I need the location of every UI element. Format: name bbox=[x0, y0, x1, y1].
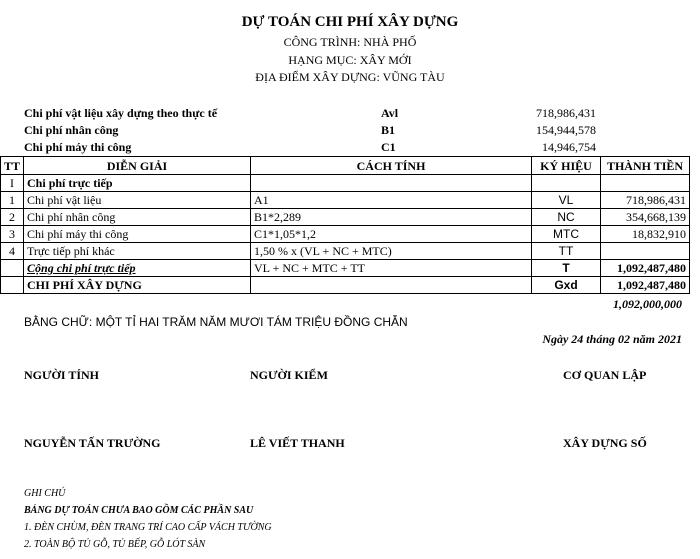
row-tt: 2 bbox=[1, 209, 24, 226]
summary-value-machine: 14,946,754 bbox=[542, 140, 596, 154]
work-item: HẠNG MỤC: XÂY MỚI bbox=[288, 53, 412, 67]
summary-value-materials: 718,986,431 bbox=[536, 106, 596, 120]
total-calculation bbox=[251, 277, 532, 294]
estimate-table bbox=[0, 156, 690, 294]
rounded-total: 1,092,000,000 bbox=[613, 297, 682, 311]
row-description: Chi phí vật liệu bbox=[24, 192, 251, 209]
document-date: Ngày 24 tháng 02 năm 2021 bbox=[542, 332, 682, 346]
table-row bbox=[1, 209, 690, 226]
header-description: DIỄN GIẢI bbox=[24, 157, 251, 175]
row-description: Trực tiếp phí khác bbox=[24, 243, 251, 260]
header-amount: THÀNH TIỀN bbox=[601, 157, 690, 175]
row-description: Chi phí nhân công bbox=[24, 209, 251, 226]
row-tt: 3 bbox=[1, 226, 24, 243]
table-row bbox=[1, 226, 690, 243]
role-checker: NGƯỜI KIỂM bbox=[250, 368, 328, 382]
header-symbol: KÝ HIỆU bbox=[532, 157, 601, 175]
project-name: CÔNG TRÌNH: NHÀ PHỐ bbox=[283, 35, 417, 49]
row-description: Chi phí máy thi công bbox=[24, 226, 251, 243]
row-tt: 4 bbox=[1, 243, 24, 260]
construction-location: ĐỊA ĐIỂM XÂY DỰNG: VŨNG TÀU bbox=[255, 70, 445, 84]
table-section-row bbox=[1, 175, 690, 192]
summary-code-labor: B1 bbox=[381, 123, 396, 137]
table-header-row bbox=[1, 157, 690, 175]
table-subtotal-row bbox=[1, 260, 690, 277]
table-row bbox=[1, 243, 690, 260]
row-calculation: C1*1,05*1,2 bbox=[251, 226, 532, 243]
row-tt: 1 bbox=[1, 192, 24, 209]
subtotal-symbol: T bbox=[532, 260, 601, 277]
row-calculation: B1*2,289 bbox=[251, 209, 532, 226]
row-symbol: TT bbox=[532, 243, 601, 260]
amount-in-words: BẰNG CHỮ: MỘT TỈ HAI TRĂM NĂM MƯƠI TÁM TRIỆU ĐỒNG CHẴN bbox=[24, 315, 408, 329]
header-calculation: CÁCH TÍNH bbox=[251, 157, 532, 175]
total-amount: 1,092,487,480 bbox=[601, 277, 690, 294]
row-calculation: 1,50 % x (VL + NC + MTC) bbox=[251, 243, 532, 260]
subtotal-amount: 1,092,487,480 bbox=[601, 260, 690, 277]
name-checker: LÊ VIẾT THANH bbox=[250, 436, 345, 450]
table-total-row bbox=[1, 277, 690, 294]
row-symbol: MTC bbox=[532, 226, 601, 243]
row-symbol: VL bbox=[532, 192, 601, 209]
summary-label-machine: Chi phí máy thi công bbox=[24, 140, 132, 154]
note-item: 2. TOÀN BỘ TỦ GỖ, TỦ BẾP, GỖ LÓT SÀN bbox=[24, 539, 206, 550]
row-symbol: NC bbox=[532, 209, 601, 226]
subtotal-description: Cộng chi phí trực tiếp bbox=[24, 260, 251, 277]
subtotal-calculation: VL + NC + MTC + TT bbox=[251, 260, 532, 277]
section-tt: I bbox=[1, 175, 24, 192]
header-tt: TT bbox=[1, 157, 24, 175]
row-amount: 18,832,910 bbox=[601, 226, 690, 243]
summary-label-materials: Chi phí vật liệu xây dựng theo thực tế bbox=[24, 106, 218, 120]
table-row bbox=[1, 192, 690, 209]
summary-label-labor: Chi phí nhân công bbox=[24, 123, 119, 137]
summary-code-materials: Avl bbox=[381, 106, 399, 120]
role-organization: CƠ QUAN LẬP bbox=[563, 368, 647, 382]
summary-value-labor: 154,944,578 bbox=[536, 123, 596, 137]
row-calculation: A1 bbox=[251, 192, 532, 209]
notes-label: GHI CHÚ bbox=[24, 488, 66, 499]
name-organization: XÂY DỰNG SỐ bbox=[563, 436, 647, 450]
note-item: 1. ĐÈN CHÙM, ĐÈN TRANG TRÍ CAO CẤP VÁCH TƯỜNG bbox=[24, 522, 272, 533]
row-amount: 354,668,139 bbox=[601, 209, 690, 226]
section-description: Chi phí trực tiếp bbox=[24, 175, 251, 192]
total-description: CHI PHÍ XÂY DỰNG bbox=[24, 277, 251, 294]
document-title: DỰ TOÁN CHI PHÍ XÂY DỰNG bbox=[241, 14, 459, 30]
name-calculator: NGUYỄN TẤN TRƯỜNG bbox=[24, 436, 161, 450]
summary-code-machine: C1 bbox=[381, 140, 396, 154]
notes-heading: BẢNG DỰ TOÁN CHƯA BAO GỒM CÁC PHẦN SAU bbox=[24, 505, 254, 516]
row-amount bbox=[601, 243, 690, 260]
total-symbol: Gxd bbox=[532, 277, 601, 294]
role-calculator: NGƯỜI TÍNH bbox=[24, 368, 100, 382]
row-amount: 718,986,431 bbox=[601, 192, 690, 209]
